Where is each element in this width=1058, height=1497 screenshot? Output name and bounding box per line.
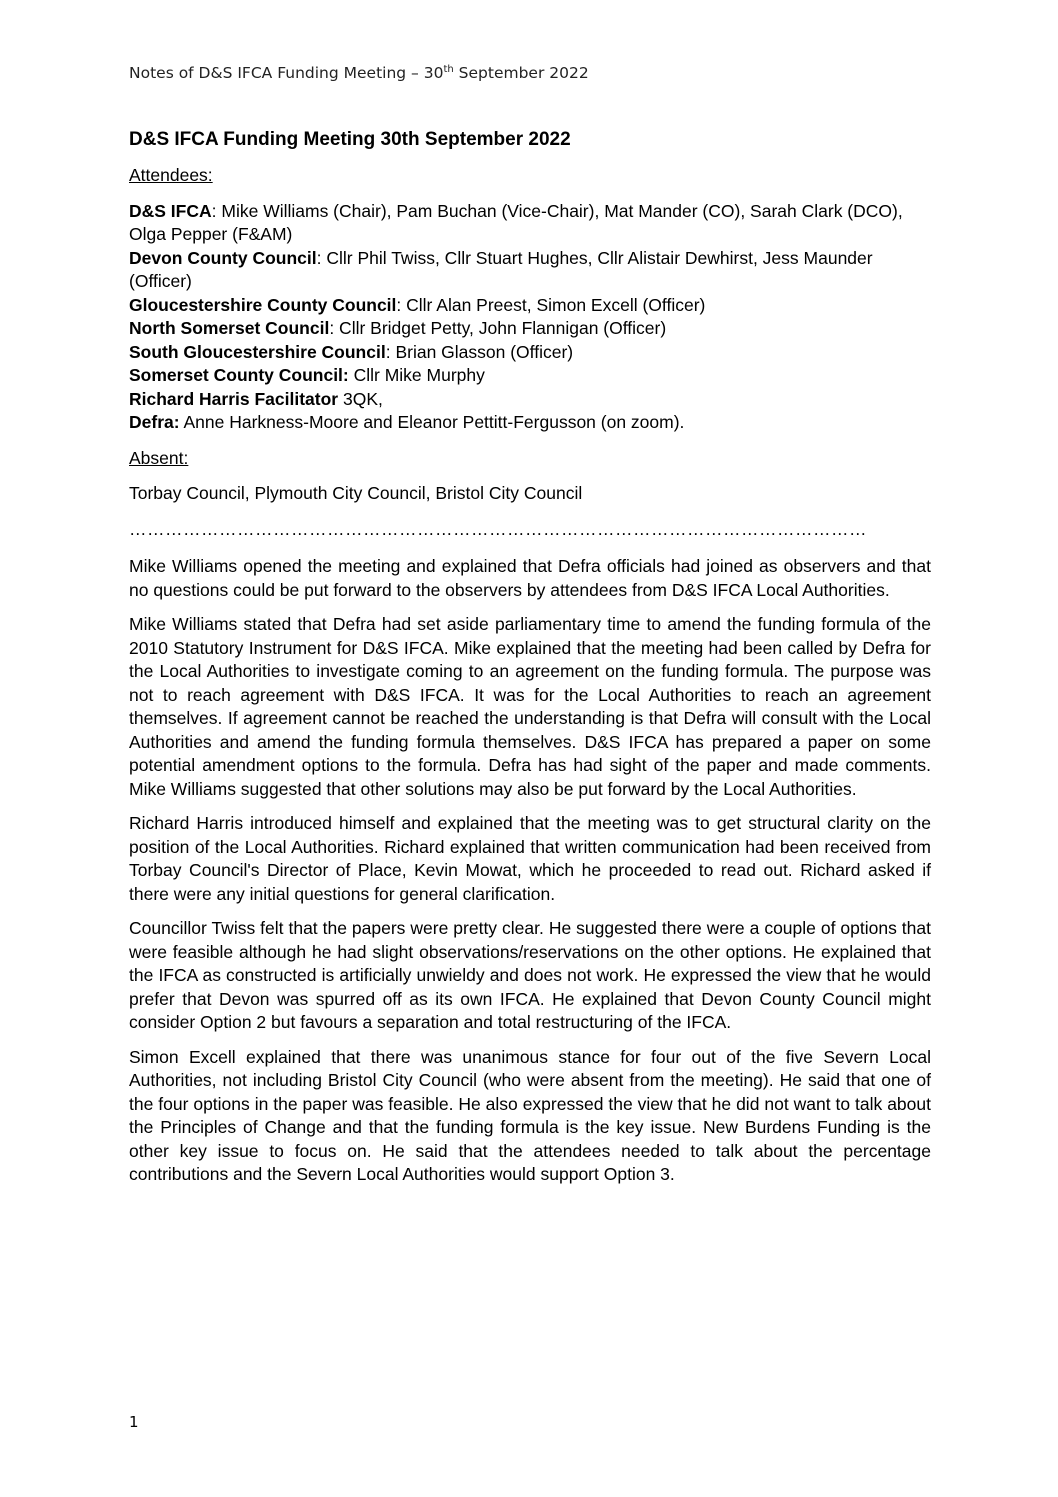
attendee-names: Brian Glasson (Officer) [390,341,574,362]
attendee-names: Cllr Mike Murphy [348,365,485,385]
body-paragraph: Richard Harris introduced himself and explained that the meeting was to get structural clarity on the position of the Local Authorities. Richard explained that written communication had been received from Torbay Council's Director of Place, Kevin Mowat, which he proceeded to read out. Richard asked if there were any initial questions for general clarification. [129,813,931,904]
dotted-separator: …………………………………………………………………………………………………………… [129,518,867,539]
attendee-colon: : [396,294,402,315]
header-text-suffix: September 2022 [453,64,589,83]
attendee-line-gloucestershire [129,294,931,318]
attendee-org: D&S IFCA [129,200,212,221]
page-title: D&S IFCA Funding Meeting 30th September 2022 [129,129,571,150]
attendee-colon: : [211,200,217,221]
absent-heading: Absent: [129,447,189,468]
absent-list: Torbay Council, Plymouth City Council, Bristol City Council [129,483,583,503]
header-superscript: th [443,64,454,75]
body-paragraph: Mike Williams stated that Defra had set aside parliamentary time to amend the funding formula of the 2010 Statutory Instrument for D&S IFCA. Mike explained that the meeting had been called by Defra for the Local Authorities to investigate coming to an agreement on the funding formula. The purpose was not to reach agreement with D&S IFCA. It was for the Local Authorities to reach an agreement themselves. If agreement cannot be reached the understanding is that Defra will consult with the Local Authorities and amend the funding formula themselves. D&S IFCA has prepared a paper on some potential amendment options to the formula. Defra has had sight of the paper and made comments. Mike Williams suggested that other solutions may also be put forward by the Local Authorities. [129,614,931,799]
attendees-heading: Attendees: [129,165,213,185]
attendee-line-facilitator [129,388,931,412]
attendee-names: Anne Harkness-Moore and Eleanor Pettitt-Fergusson (on zoom). [179,412,685,432]
attendee-org: Devon County Council [129,247,317,268]
attendee-org: Defra: [129,412,180,432]
attendee-line-north-somerset [129,317,931,341]
attendee-names: Cllr Phil Twiss, Cllr Stuart Hughes, Cllr Alistair Dewhirst, Jess Maunder (Officer) [129,247,873,291]
attendee-org: Richard Harris Facilitator [129,388,339,409]
attendee-line-defra [129,411,931,435]
attendee-list [129,200,931,435]
body-paragraph: Mike Williams opened the meeting and explained that Defra officials had joined as observers and that no questions could be put forward to the observers by attendees from D&S IFCA Local Authorities. [129,556,931,600]
header-text: Notes of D&S IFCA Funding Meeting – 30 [129,64,444,83]
attendee-names: Cllr Alan Preest, Simon Excell (Officer) [401,294,706,315]
attendee-line-dsifca [129,200,931,247]
attendee-line-somerset [129,364,931,388]
body-paragraph: Simon Excell explained that there was unanimous stance for four out of the five Severn Local Authorities, not including Bristol City Council (who were absent from the meeting). He said that one of the four options in the paper was feasible. He also expressed the view that he did not want to talk about the Principles of Change and that the funding formula is the key issue. New Burdens Funding is the other key issue to focus on. He said that the attendees needed to talk about the percentage contributions and the Severn Local Authorities would support Option 3. [129,1046,931,1184]
attendee-colon: : [316,247,322,268]
attendee-line-south-glos [129,341,931,365]
body-paragraph: Councillor Twiss felt that the papers were pretty clear. He suggested there were a couple of options that were feasible although he had slight observations/reservations on the other options. He explained that the IFCA as constructed is artificially unwieldy and does not work. He expressed the view that he would prefer that Devon was spurred off as its own IFCA. He explained that Devon County Council might consider Option 2 but favours a separation and total restructuring of the IFCA. [129,918,931,1032]
attendee-names: Cllr Bridget Petty, John Flannigan (Officer) [334,318,667,338]
attendee-org: South Gloucestershire Council [129,341,386,362]
page-header [129,64,589,82]
attendee-org: Gloucestershire County Council [129,294,397,315]
attendee-names: Mike Williams (Chair), Pam Buchan (Vice-Chair), Mat Mander (CO), Sarah Clark (DCO), Olga Pepper (F&AM) [129,200,903,244]
attendee-names: 3QK, [338,388,383,409]
attendee-org: Somerset County Council: [129,365,349,385]
attendee-line-devon [129,247,931,294]
document-body [129,128,931,1198]
attendee-org: North Somerset Council [129,318,330,338]
page-number: 1 [129,1413,139,1431]
attendee-colon: : [385,341,391,362]
attendee-colon: : [329,318,335,338]
